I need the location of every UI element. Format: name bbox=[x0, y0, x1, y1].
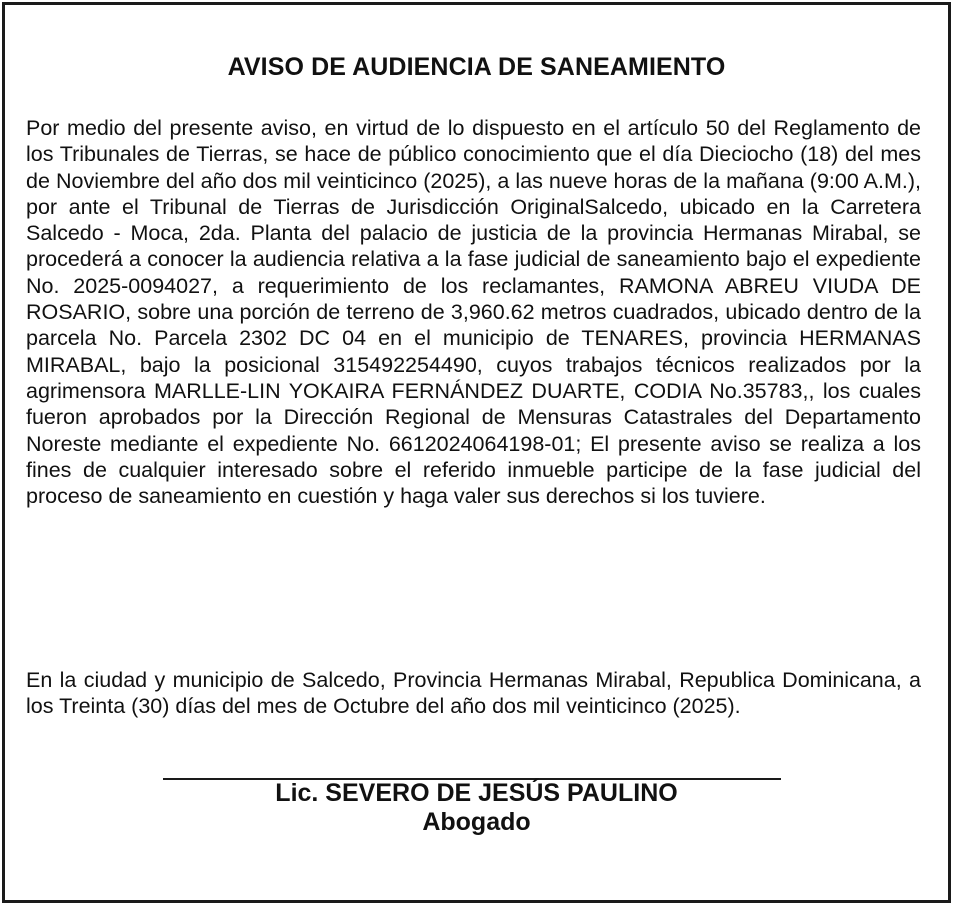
notice-body-paragraph: Por medio del presente aviso, en virtud de lo dispuesto en el artículo 50 del Reglamento de los Tribunales de Tierras, se hace de público conocimiento que el día Dieciocho (18) del mes de Noviembre del año dos mil veinticinco (2025), a las nueve horas de la mañana (9:00 A.M.), por ante el Tribunal de Tierras de Jurisdicción OriginalSalcedo, ubicado en la Carretera Salcedo - Moca, 2da. Planta del palacio de justicia de la provincia Hermanas Mirabal, se procederá a conocer la audiencia relativa a la fase judicial de saneamiento bajo el expediente No. 2025-0094027, a requerimiento de los reclamantes, RAMONA ABREU VIUDA DE ROSARIO, sobre una porción de terreno de 3,960.62 metros cuadrados, ubicado dentro de la parcela No. Parcela 2302 DC 04 en el municipio de TENARES, provincia HERMANAS MIRABAL, bajo la posicional 315492254490, cuyos trabajos técnicos realizados por la agrimensora MARLLE-LIN YOKAIRA FERNÁNDEZ DUARTE, CODIA No.35783,, los cuales fueron aprobados por la Dirección Regional de Mensuras Catastrales del Departamento Noreste mediante el expediente No. 6612024064198-01; El presente aviso se realiza a los fines de cualquier interesado sobre el referido inmueble participe de la fase judicial del proceso de saneamiento en cuestión y haga valer sus derechos si los tuviere. bbox=[26, 116, 921, 509]
notice-date-paragraph: En la ciudad y municipio de Salcedo, Provincia Hermanas Mirabal, Republica Dominicana, a los Treinta (30) días del mes de Octubre del año dos mil veinticinco (2025). bbox=[26, 668, 921, 719]
signature-name: Lic. SEVERO DE JESÚS PAULINO bbox=[275, 779, 678, 807]
signature-role: Abogado bbox=[422, 808, 531, 836]
notice-title: AVISO DE AUDIENCIA DE SANEAMIENTO bbox=[227, 53, 726, 81]
